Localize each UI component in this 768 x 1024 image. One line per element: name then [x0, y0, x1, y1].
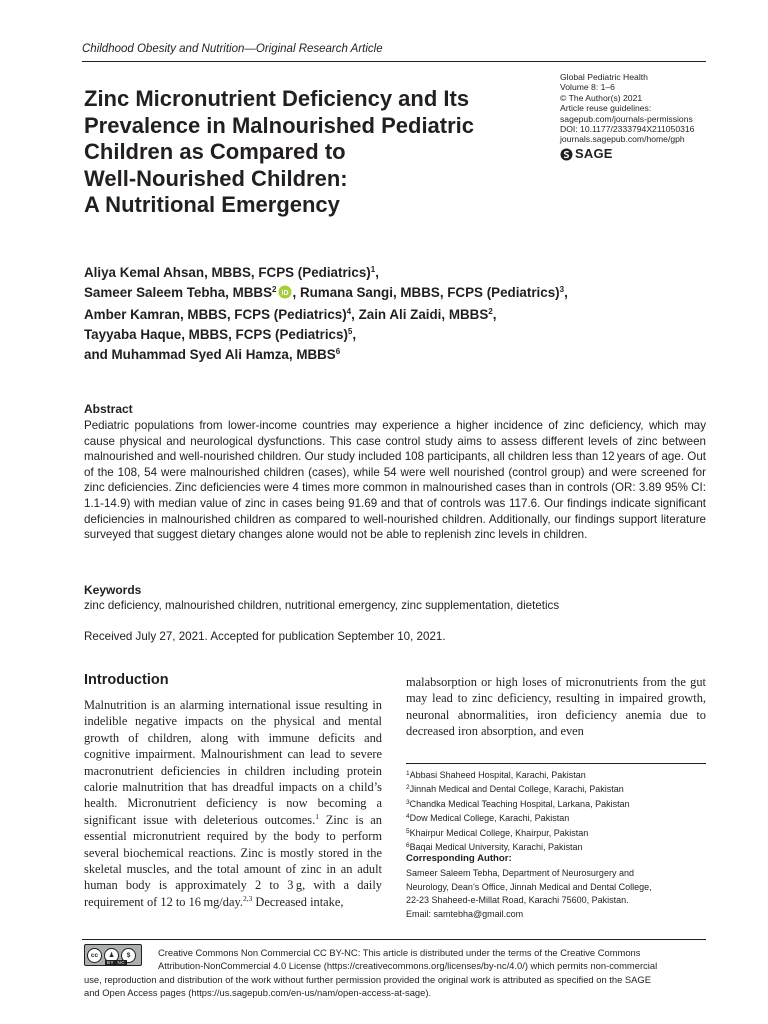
sage-wordmark: SAGE	[575, 146, 613, 162]
author-line: Sameer Saleem Tebha, MBBS$^2$ iD , Rumana Sangi, MBBS, FCPS (Pediatrics)$^3$,	[84, 283, 684, 305]
article-title	[84, 86, 524, 219]
sage-logo	[560, 148, 720, 161]
copyright: © The Author(s) 2021	[560, 92, 643, 103]
affiliation: $^4$Dow Medical College, Karachi, Pakistan	[406, 813, 570, 824]
running-head: Childhood Obesity and Nutrition—Original Research Article	[82, 43, 383, 55]
affiliation: $^3$Chandka Medical Teaching Hospital, Larkana, Pakistan	[406, 798, 630, 809]
footnote-rule	[406, 763, 706, 764]
journal-link[interactable]: journals.sagepub.com/home/gph	[560, 134, 685, 145]
attribution-icon: ♟	[104, 948, 119, 963]
introduction-column-2: malabsorption or high loses of micronutrients from the gut may lead to zinc deficiency, resulting in impaired growth, neuronal abnormalities, iron deficiency anemia due to decreased iron absorption, and even	[406, 675, 706, 739]
noncommercial-icon: $	[121, 948, 136, 963]
author-line: Aliya Kemal Ahsan, MBBS, FCPS (Pediatrics)$^1$,	[84, 265, 379, 280]
affiliation: $^1$Abbasi Shaheed Hospital, Karachi, Pakistan	[406, 770, 586, 780]
svg-text:iD: iD	[281, 290, 288, 297]
abstract-body: Pediatric populations from lower-income countries may experience a higher incidence of zinc deficiency, which may cause physical and neurological dysfunctions. This case control study aims to assess different levels of zinc between malnourished and well-nourished children. Our study included 108 participants, all children less than 12 years of age. Out of the 108, 54 were malnourished children (cases), while 54 were well nourished (control group) and were screened for zinc deficiencies. Zinc deficiencies were 4 times more common in malnourished cases than in controls (OR: 3.89 95% CI: 1.1-14.9) with median value of zinc in cases being 91.69 and that of controls was 117.6. Our findings indicate significant deficiencies in malnourished children as compared to well-nourished children. Additionally, our findings support literature surveyed that suggest dietary changes alone would not be able to replenish zinc levels in children.	[84, 419, 706, 542]
introduction-column-1: Malnutrition is an alarming international issue resulting in indelible negative impacts on the physical and mental growth of children, along with immune deficits and cognitive impairment. Malnourishment can lead to severe macronutrient deficiencies in children including protein calorie malnutrition that has dreadful impacts on a child’s health. Micronutrient deficiency is now becoming a significant issue with deleterious outcomes.$^1$ Zinc is an essential micronutrient required by the body to perform several biochemical reactions. Zinc is mostly stored in the skeletal muscles, and the total amount of zinc in an adult human body is approximately 2 to 3 g, with a daily requirement of 12 to 16 mg/day.$^{2,3}$ Decreased intake,	[84, 698, 382, 909]
keywords-heading: Keywords	[84, 583, 142, 597]
affiliation: $^5$Khairpur Medical College, Khairpur, Pakistan	[406, 827, 589, 838]
title-line: Well-Nourished Children:	[84, 165, 348, 191]
affiliation: $^6$Baqai Medical University, Karachi, Pakistan	[406, 842, 583, 853]
license-rule	[82, 939, 706, 940]
author-line: and Muhammad Syed Ali Hamza, MBBS$^6$	[84, 347, 341, 362]
orcid-icon[interactable]	[278, 285, 292, 305]
introduction-heading: Introduction	[84, 672, 169, 688]
keywords-body: zinc deficiency, malnourished children, nutritional emergency, zinc supplementation, dietetics	[84, 599, 560, 612]
title-line: Children as Compared to	[84, 139, 346, 164]
author-list	[84, 263, 684, 365]
license-statement: Creative Commons Non Commercial CC BY-NC: This article is distributed under the terms of the Creative Commons Attribution-NonCommercial 4.0 License (https://creativecommons.org/licenses/by-nc/4.0/) which permits non-commercial use, reproduction and distribution of the work without further permission provided the original work is attributed as specified on the SAGE and Open Access pages (https://us.sagepub.com/en-us/nam/open-access-at-sage).	[84, 947, 658, 998]
abstract-heading: Abstract	[84, 402, 133, 416]
author-line: Tayyaba Haque, MBBS, FCPS (Pediatrics)$^5$,	[84, 327, 357, 342]
title-line: Prevalence in Malnourished Pediatric	[84, 112, 475, 138]
citation-ref[interactable]: 1	[315, 811, 319, 821]
journal-meta	[560, 72, 720, 161]
cc-icon: cc	[87, 948, 102, 963]
reuse-link[interactable]: sagepub.com/journals-permissions	[560, 113, 693, 124]
cc-badge-label: BY NC	[107, 960, 126, 965]
title-line: Zinc Micronutrient Deficiency and Its	[84, 86, 470, 111]
sage-emblem-icon	[560, 148, 573, 161]
citation-ref[interactable]: 2,3	[242, 893, 253, 903]
author-line: Amber Kamran, MBBS, FCPS (Pediatrics)$^4$, Zain Ali Zaidi, MBBS$^2$,	[84, 307, 497, 322]
corresponding-author-heading: Corresponding Author:	[406, 853, 512, 864]
header-rule	[82, 61, 706, 62]
doi-link[interactable]: DOI: 10.1177/2333794X211050316	[560, 124, 695, 135]
journal-volume: Volume 8: 1–6	[560, 82, 615, 93]
reuse-label: Article reuse guidelines:	[560, 103, 652, 114]
corresponding-author-details: Sameer Saleem Tebha, Department of Neurosurgery and Neurology, Dean’s Office, Jinnah Medical and Dental College, 22-23 Shaheed-e-Millat Road, Karachi 75600, Pakistan. Email: samtebha@gmail.com	[406, 867, 706, 921]
received-dates: Received July 27, 2021. Accepted for publication September 10, 2021.	[84, 630, 446, 643]
journal-name: Global Pediatric Health	[560, 72, 648, 82]
title-line: A Nutritional Emergency	[84, 192, 340, 217]
affiliation: $^2$Jinnah Medical and Dental College, Karachi, Pakistan	[406, 784, 624, 795]
corresponding-email[interactable]: Email: samtebha@gmail.com	[406, 908, 524, 919]
affiliations	[406, 768, 706, 854]
